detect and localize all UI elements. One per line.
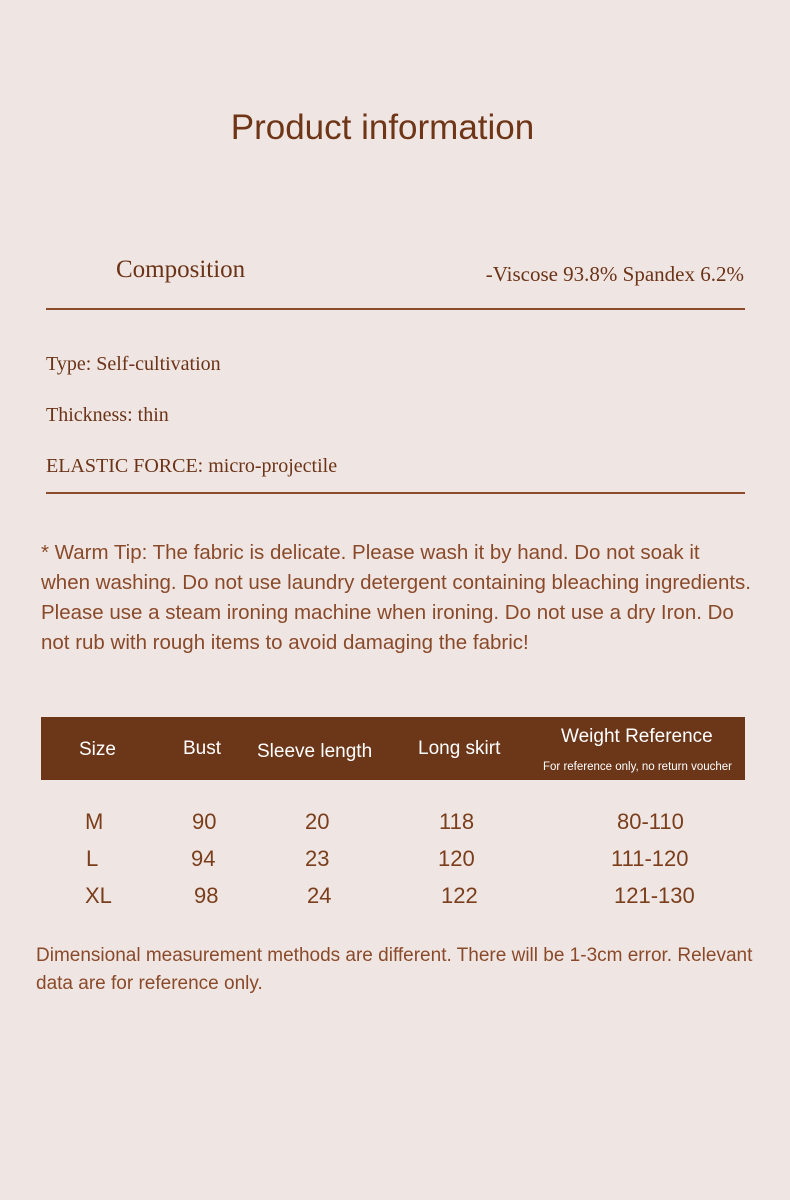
- warm-tip: * Warm Tip: The fabric is delicate. Please wash it by hand. Do not soak it when washing. Do not use laundry detergent containing bleaching ingredients. Please use a steam ironing machine when ironing. Do not use a dry Iron. Do not rub with rough items to avoid damaging the fabric!: [41, 541, 752, 654]
- divider: [46, 492, 745, 494]
- spec-thickness: Thickness: thin: [46, 404, 169, 426]
- cell-weight: 111-120: [611, 846, 689, 871]
- header-size: Size: [79, 739, 116, 760]
- header-weight-reference: Weight Reference: [561, 726, 713, 747]
- measurement-footnote: Dimensional measurement methods are different. There will be 1-3cm error. Relevant data are for reference only.: [36, 945, 753, 994]
- cell-bust: 98: [194, 883, 219, 908]
- cell-long-skirt: 122: [441, 883, 478, 908]
- cell-size: M: [85, 809, 104, 834]
- spec-type: Type: Self-cultivation: [46, 353, 221, 375]
- cell-long-skirt: 120: [438, 846, 475, 871]
- composition-label: Composition: [116, 256, 246, 283]
- spec-elastic-force: ELASTIC FORCE: micro-projectile: [46, 455, 338, 477]
- cell-size: L: [86, 846, 99, 871]
- cell-long-skirt: 118: [439, 809, 475, 834]
- cell-bust: 90: [192, 809, 217, 834]
- cell-bust: 94: [191, 846, 216, 871]
- composition-value: -Viscose 93.8% Spandex 6.2%: [485, 262, 744, 286]
- cell-weight: 121-130: [614, 883, 695, 908]
- header-weight-note: For reference only, no return voucher: [543, 761, 732, 773]
- header-sleeve-length: Sleeve length: [257, 741, 373, 762]
- page-title: Product information: [230, 108, 535, 147]
- size-table-header: [41, 717, 745, 780]
- cell-sleeve-length: 20: [305, 809, 330, 834]
- cell-weight: 80-110: [617, 809, 684, 834]
- divider: [46, 308, 745, 310]
- header-long-skirt: Long skirt: [418, 738, 501, 759]
- cell-size: XL: [85, 883, 112, 908]
- cell-sleeve-length: 24: [307, 883, 332, 908]
- cell-sleeve-length: 23: [305, 846, 330, 871]
- header-bust: Bust: [183, 738, 222, 759]
